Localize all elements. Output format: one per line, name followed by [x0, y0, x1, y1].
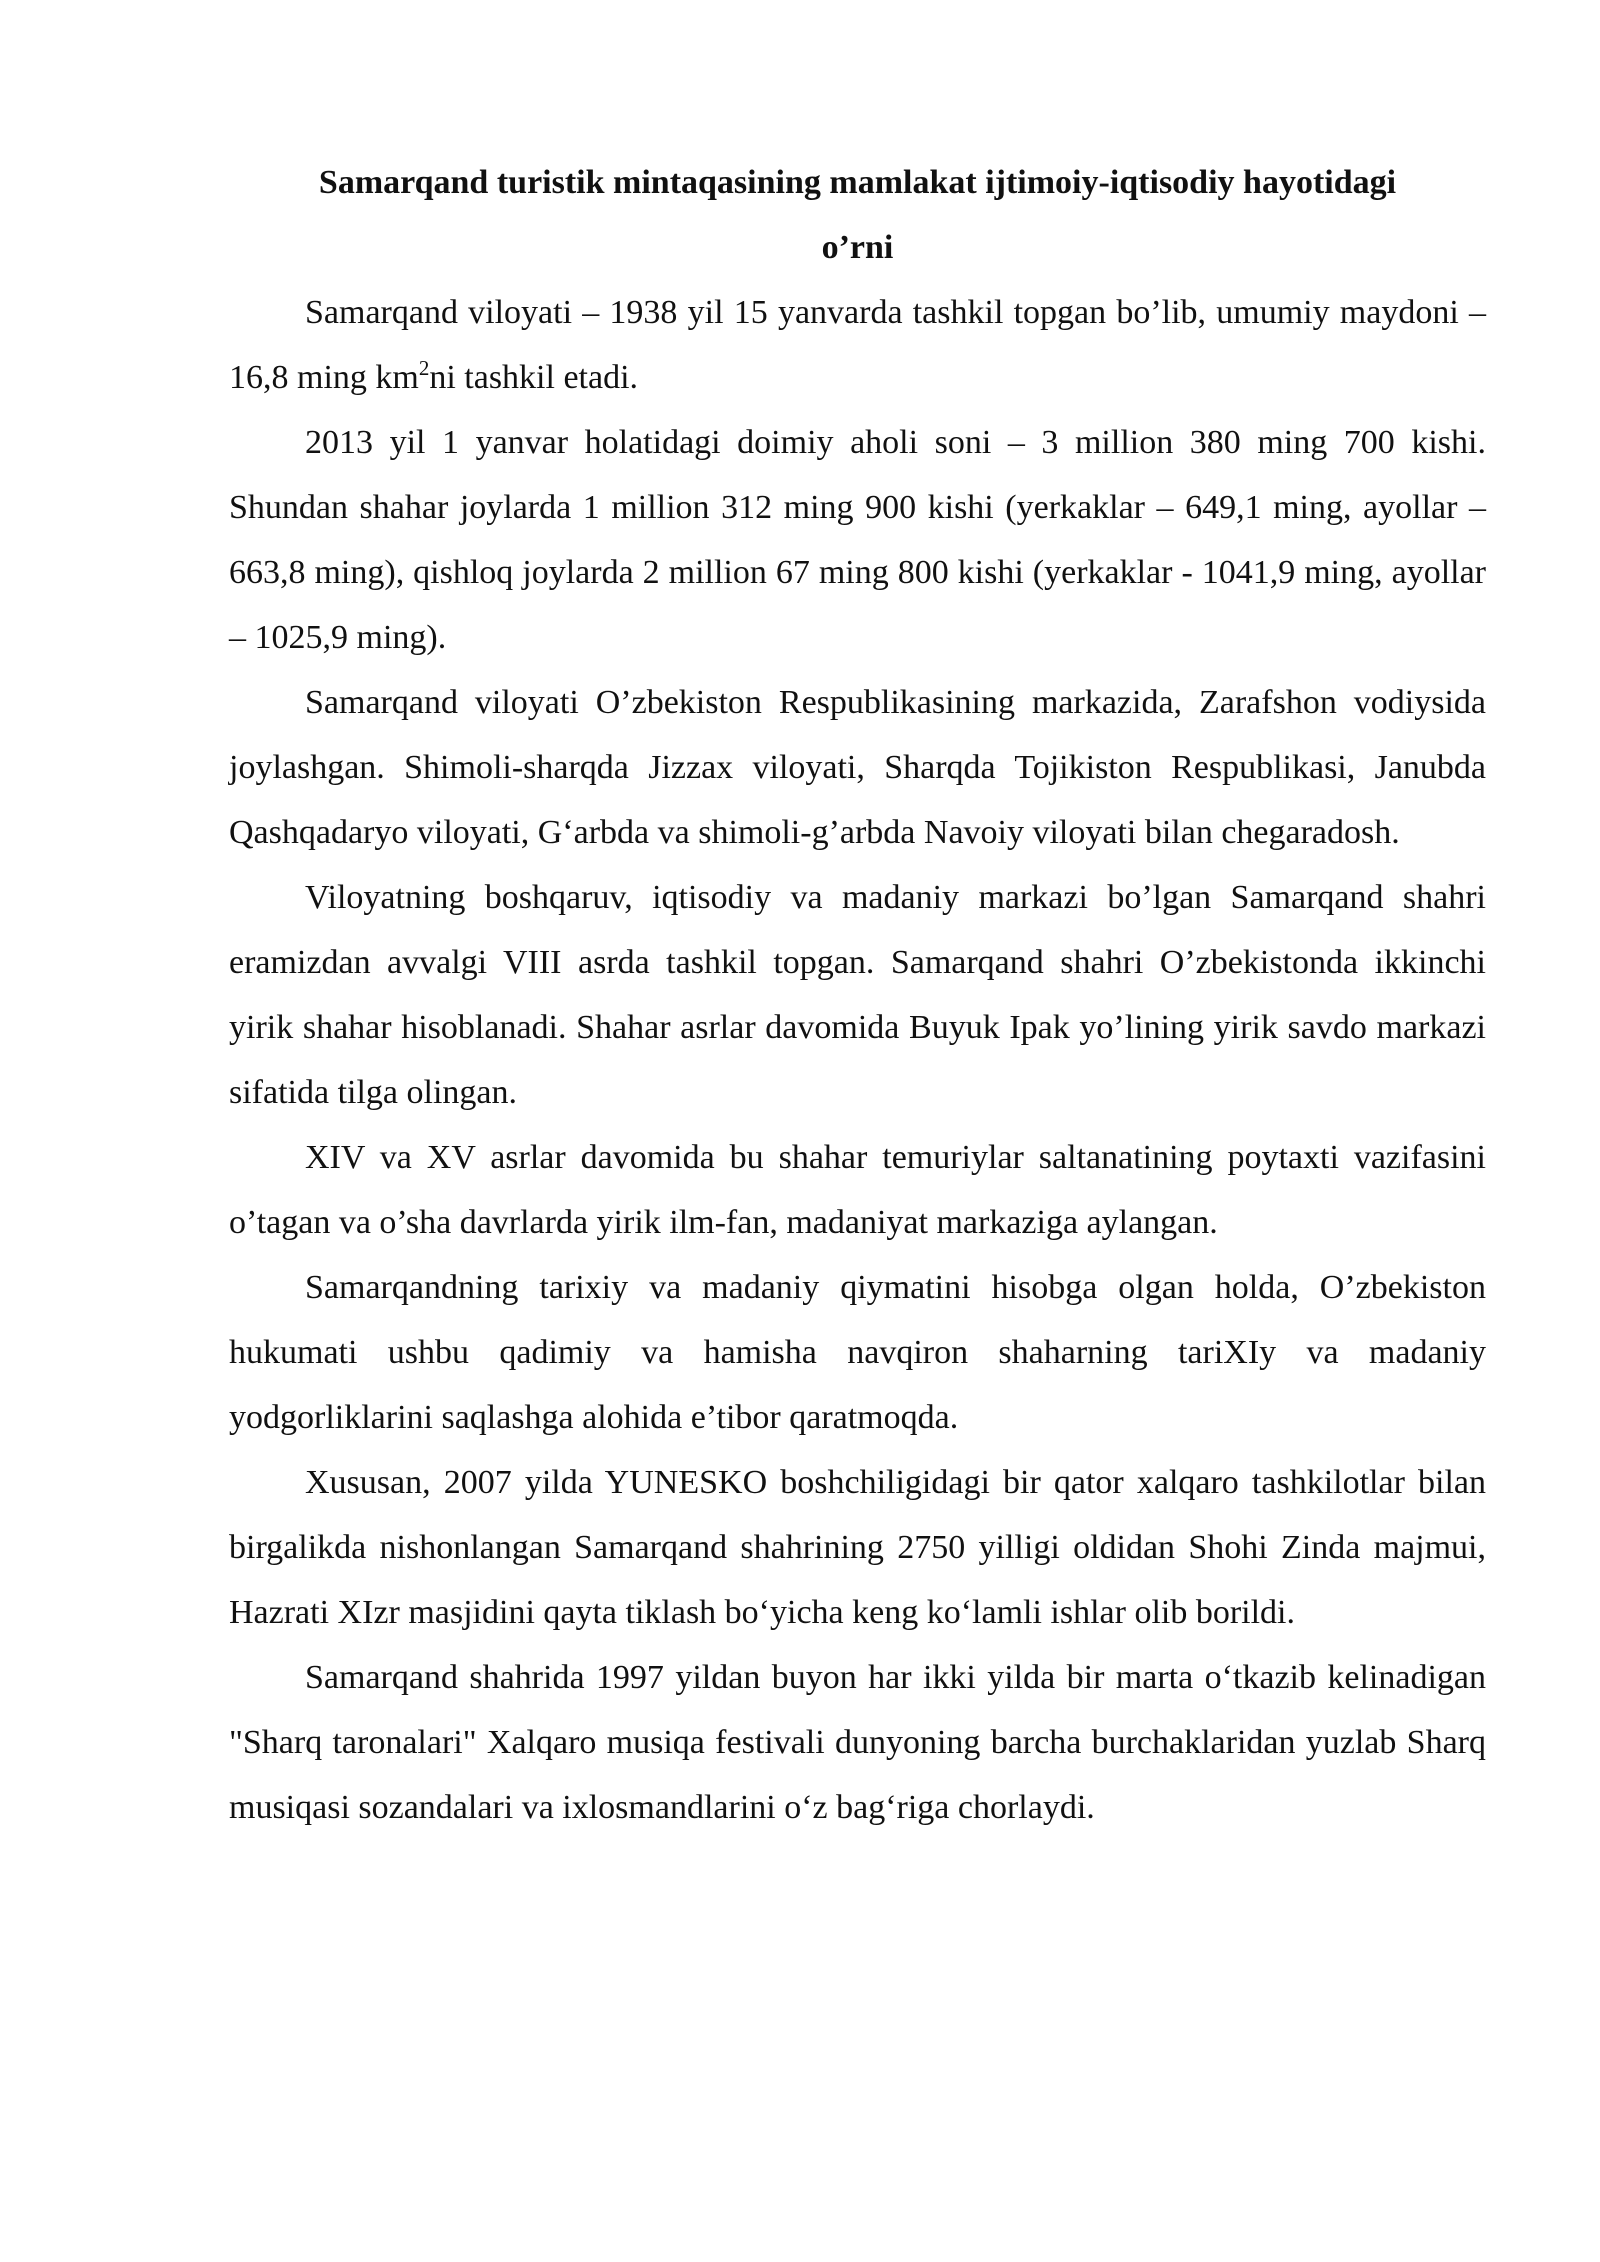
superscript-squared: 2: [418, 356, 430, 380]
paragraph-heritage: Samarqandning tarixiy va madaniy qiymatini hisobga olgan holda, O’zbekiston hukumati ushbu qadimiy va hamisha navqiron shaharning tariXIy va madaniy yodgorliklarini saqlashga alohida e’tibor qaratmoqda.: [229, 1269, 1486, 1436]
paragraph-timurid-capital: XIV va XV asrlar davomida bu shahar temuriylar saltanatining poytaxti vazifasini o’tagan va o’sha davrlarda yirik ilm-fan, madaniyat markaziga aylangan.: [229, 1139, 1486, 1241]
paragraph-area-text: Samarqand viloyati – 1938 yil 15 yanvarda tashkil topgan bo’lib, umumiy maydoni – 16,8 ming km: [229, 294, 1486, 396]
document-title: Samarqand turistik mintaqasining mamlakat ijtimoiy-iqtisodiy hayotidagi o’rni: [318, 164, 1397, 266]
paragraph-unesco: Xususan, 2007 yilda YUNESKO boshchiligidagi bir qator xalqaro tashkilotlar bilan birgalikda nishonlangan Samarqand shahrining 2750 yilligi oldidan Shohi Zinda majmui, Hazrati XIzr masjidini qayta tiklash bo‘yicha keng ko‘lamli ishlar olib borildi.: [229, 1464, 1486, 1631]
paragraph-city-history: Viloyatning boshqaruv, iqtisodiy va madaniy markazi bo’lgan Samarqand shahri eramizdan avvalgi VIII asrda tashkil topgan. Samarqand shahri O’zbekistonda ikkinchi yirik shahar hisoblanadi. Shahar asrlar davomida Buyuk Ipak yo’lining yirik savdo markazi sifatida tilga olingan.: [229, 879, 1486, 1111]
paragraph-area: [229, 280, 1486, 410]
paragraph-population: 2013 yil 1 yanvar holatidagi doimiy aholi soni – 3 million 380 ming 700 kishi. Shundan shahar joylarda 1 million 312 ming 900 kishi (yerkaklar – 649,1 ming, ayollar – 663,8 ming), qishloq joylarda 2 million 67 ming 800 kishi (yerkaklar - 1041,9 ming, ayollar – 1025,9 ming).: [229, 424, 1486, 656]
document-page: [229, 150, 1486, 1840]
paragraph-location: Samarqand viloyati O’zbekiston Respublikasining markazida, Zarafshon vodiysida joylashgan. Shimoli-sharqda Jizzax viloyati, Sharqda Tojikiston Respublikasi, Janubda Qashqadaryo viloyati, G‘arbda va shimoli-g’arbda Navoiy viloyati bilan chegaradosh.: [229, 684, 1486, 851]
paragraph-area-text-end: ni tashkil etadi.: [429, 359, 639, 396]
paragraph-festival: Samarqand shahrida 1997 yildan buyon har ikki yilda bir marta o‘tkazib kelinadigan "Sharq taronalari" Xalqaro musiqa festivali dunyoning barcha burchaklaridan yuzlab Sharq musiqasi sozandalari va ixlosmandlarini o‘z bag‘riga chorlaydi.: [229, 1659, 1486, 1826]
